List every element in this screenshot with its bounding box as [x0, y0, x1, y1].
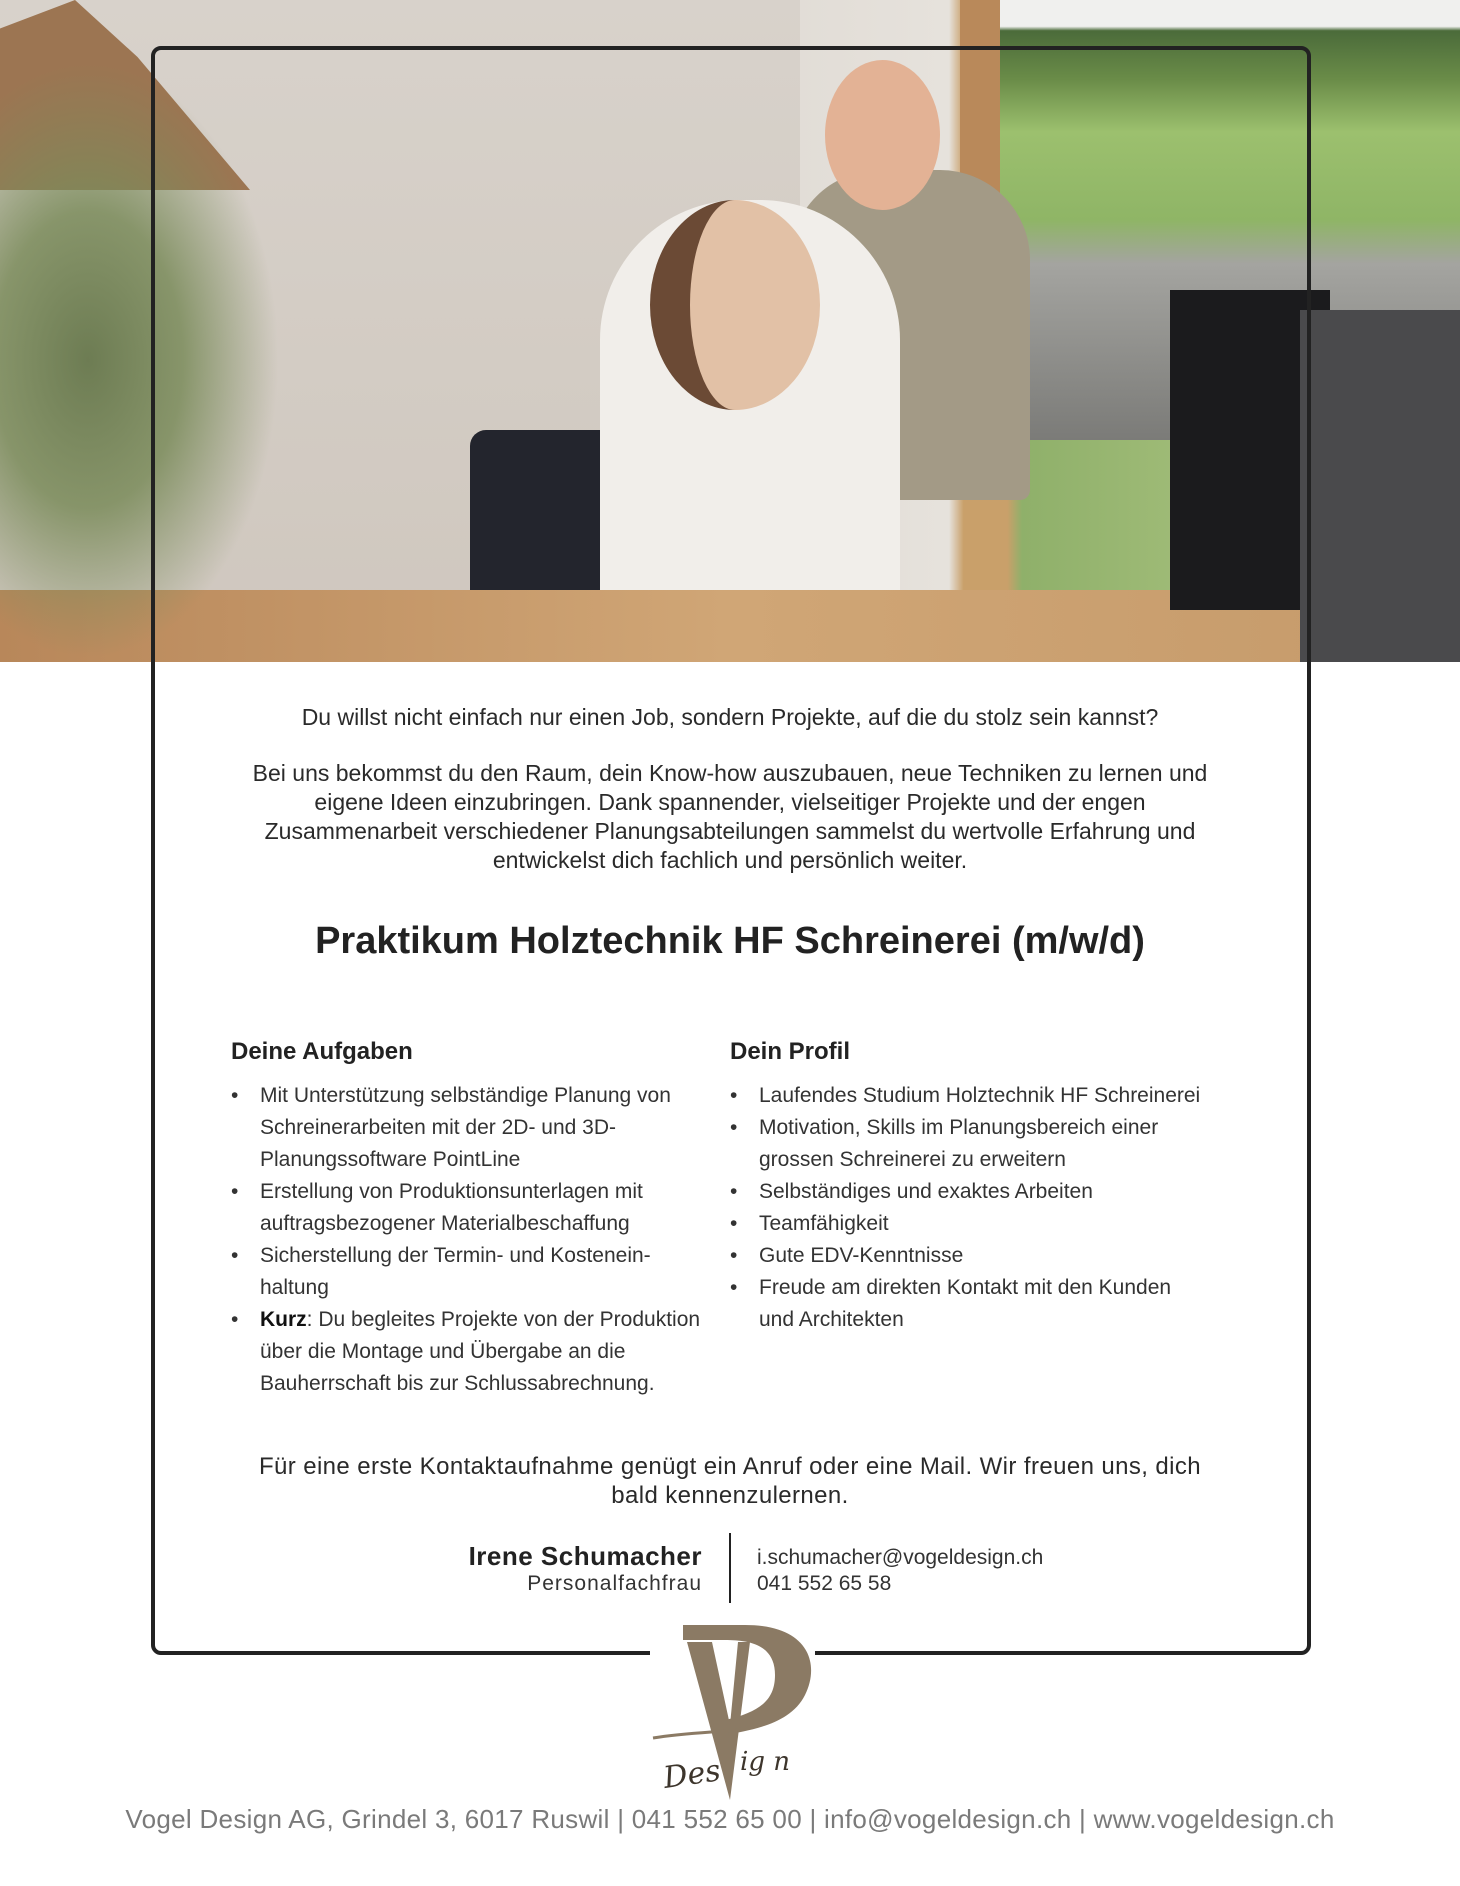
list-item: • Kurz: Du begleites Projekte von der Produktion über die Montage und Übergabe an die Bauherrschaft bis zur Schlussabrechnung. — [231, 1304, 711, 1400]
contact-text: Für eine erste Kontaktaufnahme genügt ein Anruf oder eine Mail. Wir freuen uns, dich bald kennenzulernen. — [258, 1453, 1202, 1509]
tasks-section — [231, 1038, 711, 1400]
job-title: Praktikum Holztechnik HF Schreinerei (m/w/d) — [315, 920, 1145, 962]
list-item: • Freude am direkten Kontakt mit den Kunden und Architekten — [730, 1272, 1210, 1336]
profile-list — [730, 1080, 1210, 1336]
list-item: • Selbständiges und exaktes Arbeiten — [730, 1176, 1210, 1208]
tasks-heading: Deine Aufgaben — [231, 1038, 413, 1065]
footer-company-info: Vogel Design AG, Grindel 3, 6017 Ruswil | 041 552 65 00 | info@vogeldesign.ch | www.vogeldesign.ch — [125, 1804, 1335, 1834]
profile-heading: Dein Profil — [730, 1038, 851, 1065]
contact-role: Personalfachfrau — [527, 1572, 702, 1595]
contact-name: Irene Schumacher — [468, 1541, 702, 1571]
profile-section — [730, 1038, 1210, 1336]
list-item: • Motivation, Skills im Planungsbereich einer grossen Schreinerei zu erweitern — [730, 1112, 1210, 1176]
svg-text:ig n: ig n — [740, 1747, 790, 1777]
vogel-design-logo — [650, 1620, 820, 1800]
photo-monitor-2 — [1300, 310, 1460, 662]
signature-divider — [729, 1533, 731, 1603]
list-item: • Mit Unterstützung selbständige Planung von Schreinerarbeiten mit der 2D- und 3D-Planungssoftware PointLine — [231, 1080, 711, 1176]
intro-question: Du willst nicht einfach nur einen Job, sondern Projekte, auf die du stolz sein kannst? — [301, 704, 1159, 730]
contact-phone[interactable]: 041 552 65 58 — [757, 1572, 892, 1595]
svg-text:Des: Des — [661, 1753, 723, 1796]
contact-details — [757, 1545, 1043, 1597]
list-item: • Teamfähigkeit — [730, 1208, 1210, 1240]
list-item: • Sicherstellung der Termin- und Kosteneinhaltung — [231, 1240, 711, 1304]
list-item: • Laufendes Studium Holztechnik HF Schreinerei — [730, 1080, 1210, 1112]
list-item: • Erstellung von Produktionsunterlagen mit auftragsbezogener Materialbeschaffung — [231, 1176, 711, 1240]
tasks-list — [231, 1080, 711, 1400]
contact-email[interactable]: i.schumacher@vogeldesign.ch — [757, 1546, 1044, 1569]
contact-person — [469, 1541, 702, 1596]
list-item: • Gute EDV-Kenntnisse — [730, 1240, 1210, 1272]
intro-paragraph: Bei uns bekommst du den Raum, dein Know-how auszubauen, neue Techniken zu lernen und eigene Ideen einzubringen. Dank spannender, vielseitiger Projekte und der engen Zusammenarbeit verschiedener Planungsabteilungen sammelst du wertvolle Erfahrung und entwickelst dich fachlich und persönlich weiter. — [252, 760, 1208, 873]
